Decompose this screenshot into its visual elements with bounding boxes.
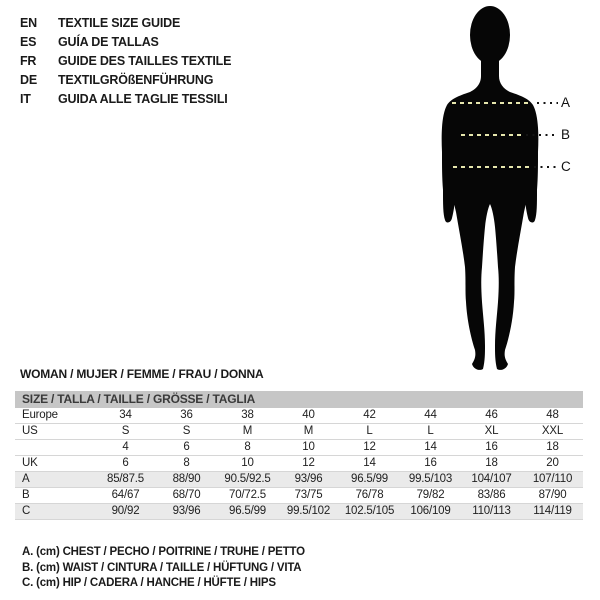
table-row-us <box>15 424 583 440</box>
cell: 96.5/99 <box>351 473 388 485</box>
cell: S <box>121 425 130 437</box>
cell: 90.5/92.5 <box>224 473 271 485</box>
cell: 38 <box>241 409 254 421</box>
lang-code: IT <box>20 92 31 106</box>
cell: 16 <box>485 441 498 453</box>
marker-label-c: C <box>561 159 571 174</box>
cell: 48 <box>546 409 559 421</box>
cell: 96.5/99 <box>229 505 266 517</box>
cell: 64/67 <box>111 489 140 501</box>
cell: 102.5/105 <box>344 505 395 517</box>
cell: 106/109 <box>410 505 451 517</box>
cell: 73/75 <box>294 489 323 501</box>
cell: 10 <box>302 441 315 453</box>
guide-title: GUIDE DES TAILLES TEXTILE <box>58 54 232 68</box>
cell: S <box>182 425 191 437</box>
row-label: US <box>22 425 38 437</box>
cell: 87/90 <box>538 489 567 501</box>
cell: 8 <box>183 457 190 469</box>
cell: 88/90 <box>172 473 201 485</box>
cell: 46 <box>485 409 498 421</box>
cell: 99.5/102 <box>286 505 331 517</box>
cell: 70/72.5 <box>229 489 266 501</box>
guide-title: GUÍA DE TALLAS <box>58 35 159 49</box>
cell: 12 <box>302 457 315 469</box>
table-row-europe <box>15 408 583 424</box>
cell: 110/113 <box>472 505 511 517</box>
legend-chest: A. (cm) CHEST / PECHO / POITRINE / TRUHE / PETTO <box>22 546 305 558</box>
cell: 6 <box>183 441 190 453</box>
cell: 83/86 <box>477 489 506 501</box>
cell: 99.5/103 <box>408 473 453 485</box>
woman-silhouette-icon <box>425 2 600 374</box>
cell: 114/119 <box>533 505 572 517</box>
cell: 18 <box>546 441 559 453</box>
table-row-chest <box>15 472 583 488</box>
cell: 42 <box>363 409 376 421</box>
cell: 18 <box>485 457 498 469</box>
row-label: B <box>22 489 30 501</box>
table-row-uk <box>15 456 583 472</box>
row-label <box>15 440 95 455</box>
cell: 16 <box>424 457 437 469</box>
table-row-waist <box>15 488 583 504</box>
legend-hip: C. (cm) HIP / CADERA / HANCHE / HÜFTE / HIPS <box>22 577 276 589</box>
measurement-legend <box>22 545 305 592</box>
lang-code: FR <box>20 54 37 68</box>
table-header: SIZE / TALLA / TAILLE / GRÖSSE / TAGLIA <box>15 391 583 408</box>
cell: 107/110 <box>532 473 573 485</box>
table-row-us-numeric <box>15 440 583 456</box>
legend-waist: B. (cm) WAIST / CINTURA / TAILLE / HÜFTUNG / VITA <box>22 561 302 574</box>
cell: 6 <box>122 457 129 469</box>
cell: M <box>303 425 314 437</box>
row-label: UK <box>22 457 38 469</box>
cell: L <box>366 425 373 437</box>
guide-title: GUIDA ALLE TAGLIE TESSILI <box>58 92 228 106</box>
cell: 14 <box>424 441 437 453</box>
section-heading: WOMAN / MUJER / FEMME / FRAU / DONNA <box>20 367 264 381</box>
cell: 93/96 <box>294 473 323 485</box>
cell: 79/82 <box>416 489 445 501</box>
guide-title: TEXTILGRÖßENFÜHRUNG <box>58 73 214 87</box>
cell: 44 <box>424 409 437 421</box>
cell: 8 <box>244 441 251 453</box>
guide-title: TEXTILE SIZE GUIDE <box>58 16 181 30</box>
lang-code: EN <box>20 16 37 30</box>
cell: M <box>242 425 253 437</box>
cell: 34 <box>119 409 132 421</box>
size-table <box>15 391 583 520</box>
lang-code: DE <box>20 73 37 87</box>
cell: 10 <box>241 457 254 469</box>
marker-label-b: B <box>561 127 571 142</box>
marker-label-a: A <box>561 95 571 110</box>
cell: XXL <box>541 425 564 437</box>
cell: XL <box>484 425 499 437</box>
cell: 85/87.5 <box>107 473 144 485</box>
row-label: Europe <box>22 409 58 421</box>
cell: 40 <box>302 409 315 421</box>
cell: 68/70 <box>172 489 201 501</box>
cell: 12 <box>363 441 376 453</box>
cell: 4 <box>122 441 129 453</box>
cell: 90/92 <box>111 505 140 517</box>
row-label: A <box>22 473 30 485</box>
cell: 36 <box>180 409 193 421</box>
cell: 20 <box>546 457 559 469</box>
lang-code: ES <box>20 35 37 49</box>
cell: 14 <box>363 457 376 469</box>
cell: 76/78 <box>355 489 384 501</box>
row-label: C <box>22 505 31 517</box>
cell: 93/96 <box>172 505 201 517</box>
cell: 104/107 <box>471 473 512 485</box>
table-row-hip <box>15 504 583 520</box>
cell: L <box>427 425 434 437</box>
